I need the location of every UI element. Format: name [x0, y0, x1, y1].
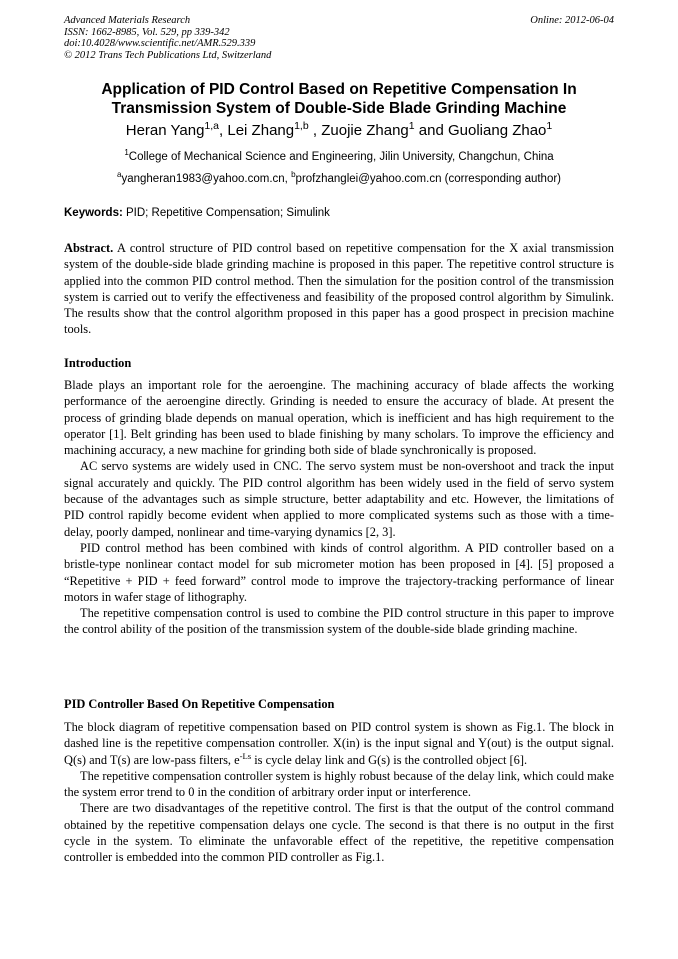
copyright-line: © 2012 Trans Tech Publications Ltd, Switzerland	[64, 49, 272, 61]
email-superscript-b: b	[291, 170, 296, 180]
paragraph: The repetitive compensation controller system is highly robust because of the delay link, which could make the system error trend to 0 in the condition of arbitrary order input or interference.	[64, 768, 614, 800]
author-name: Zuojie Zhang	[321, 122, 409, 139]
introduction-body	[64, 377, 614, 638]
title-line-1: Application of PID Control Based on Repetitive Compensation In	[101, 81, 577, 98]
pid-section-heading: PID Controller Based On Repetitive Compensation	[64, 697, 335, 711]
author-name: Guoliang Zhao	[448, 122, 547, 139]
author-superscript: 1,a	[204, 120, 220, 132]
author-emails	[64, 171, 614, 187]
paragraph: There are two disadvantages of the repetitive control. The first is that the output of the control command obtained by the repetitive compensation delays one cycle. The second is that there is no output in the first cycle in the system. To eliminate the unfavorable effect of the repetitive, the repetitive compensation controller is embedded into the common PID controller as Fig.1.	[64, 801, 614, 865]
author-separator: ,	[308, 122, 322, 139]
paragraph-text: The block diagram of repetitive compensation based on PID control system is shown as Fig.1. The block in dashed line is the repetitive compensation controller. X(in) is the input signal and Y(out) is the output signal. Q(s) and T(s) are low-pass filters, e	[64, 720, 614, 767]
email-a: yangheran1983@yahoo.com.cn,	[121, 173, 292, 185]
keywords-label: Keywords:	[64, 207, 123, 219]
affiliation-text: College of Mechanical Science and Engineering, Jilin University, Changchun, China	[128, 151, 554, 163]
author-list	[64, 122, 614, 140]
online-date: Online: 2012-06-04	[530, 15, 614, 26]
email-superscript-a: a	[116, 170, 122, 180]
paragraph: PID control method has been combined with kinds of control algorithm. A PID controller based on a bristle-type nonlinear contact model for sub micrometer motion has been proposed in [4]. [5] proposed a “Repetitive + PID + feed forward” control mode to improve the trajectory-tracking performance of linear motors in wafer stage of lithography.	[64, 540, 614, 604]
page-header	[64, 15, 614, 61]
author-separator: and	[414, 122, 448, 139]
introduction-heading: Introduction	[64, 356, 132, 370]
author-name: Heran Yang	[125, 122, 205, 139]
paragraph: AC servo systems are widely used in CNC. The servo system must be non-overshoot and track the input signal accurately and quickly. The PID control algorithm has been widely used in the field of servo system because of the advantages such as simple structure, better adaptability and etc. However, the limitations of PID control rapidly become evident when applied to more complicated systems such as those with a time-delay, poorly damped, nonlinear and time-varying dynamics [2, 3].	[64, 459, 614, 539]
delay-superscript: -Ls	[239, 750, 252, 761]
pid-section-body	[64, 719, 614, 866]
doi-line: doi:10.4028/www.scientific.net/AMR.529.339	[64, 38, 256, 49]
email-b: profzhanglei@yahoo.com.cn (corresponding author)	[295, 173, 562, 185]
keywords-text: PID; Repetitive Compensation; Simulink	[122, 207, 330, 219]
abstract	[64, 240, 614, 338]
paragraph-text: is cycle delay link and G(s) is the controlled object [6].	[251, 752, 528, 767]
abstract-label: Abstract.	[64, 241, 114, 255]
journal-name: Advanced Materials Research	[64, 15, 191, 26]
issn-line: ISSN: 1662-8985, Vol. 529, pp 339-342	[64, 26, 230, 38]
abstract-text: A control structure of PID control based on repetitive compensation for the X axial transmission system of the double-side blade grinding machine is proposed in this paper. The repetitive control structure is applied into the common PID control method. Then the simulation for the position control of the transmission system is carried out to verify the effectiveness and feasibility of the proposed control algorithm by Simulink. The results show that the control algorithm proposed in this paper has a good prospect in precision machine tools.	[64, 241, 614, 337]
paragraph: The repetitive compensation control is used to combine the PID control structure in this paper to improve the control ability of the position of the transmission system of the double-side blade grinding machine.	[64, 606, 614, 637]
paragraph	[64, 719, 614, 768]
author-superscript: 1	[546, 120, 553, 132]
paragraph: Blade plays an important role for the aeroengine. The machining accuracy of blade affects the working performance of the aeroengine directly. Grinding is needed to ensure the accuracy of blade. At present the process of grinding blade depends on manual operation, which is inefficient and has high requirement to the operator [1]. Belt grinding has been used to blade finishing by many scholars. To improve the efficiency and machining accuracy, a new machine for grinding both side of blade synchronically is proposed.	[64, 378, 614, 458]
paper-title	[64, 80, 614, 118]
author-superscript: 1,b	[294, 120, 309, 132]
author-separator: ,	[219, 122, 228, 139]
author-name: Lei Zhang	[227, 122, 295, 139]
affiliation-superscript: 1	[124, 148, 129, 158]
keywords	[64, 205, 614, 221]
affiliation	[64, 149, 614, 165]
author-superscript: 1	[408, 120, 415, 132]
title-line-2: Transmission System of Double-Side Blade Grinding Machine	[111, 100, 567, 117]
